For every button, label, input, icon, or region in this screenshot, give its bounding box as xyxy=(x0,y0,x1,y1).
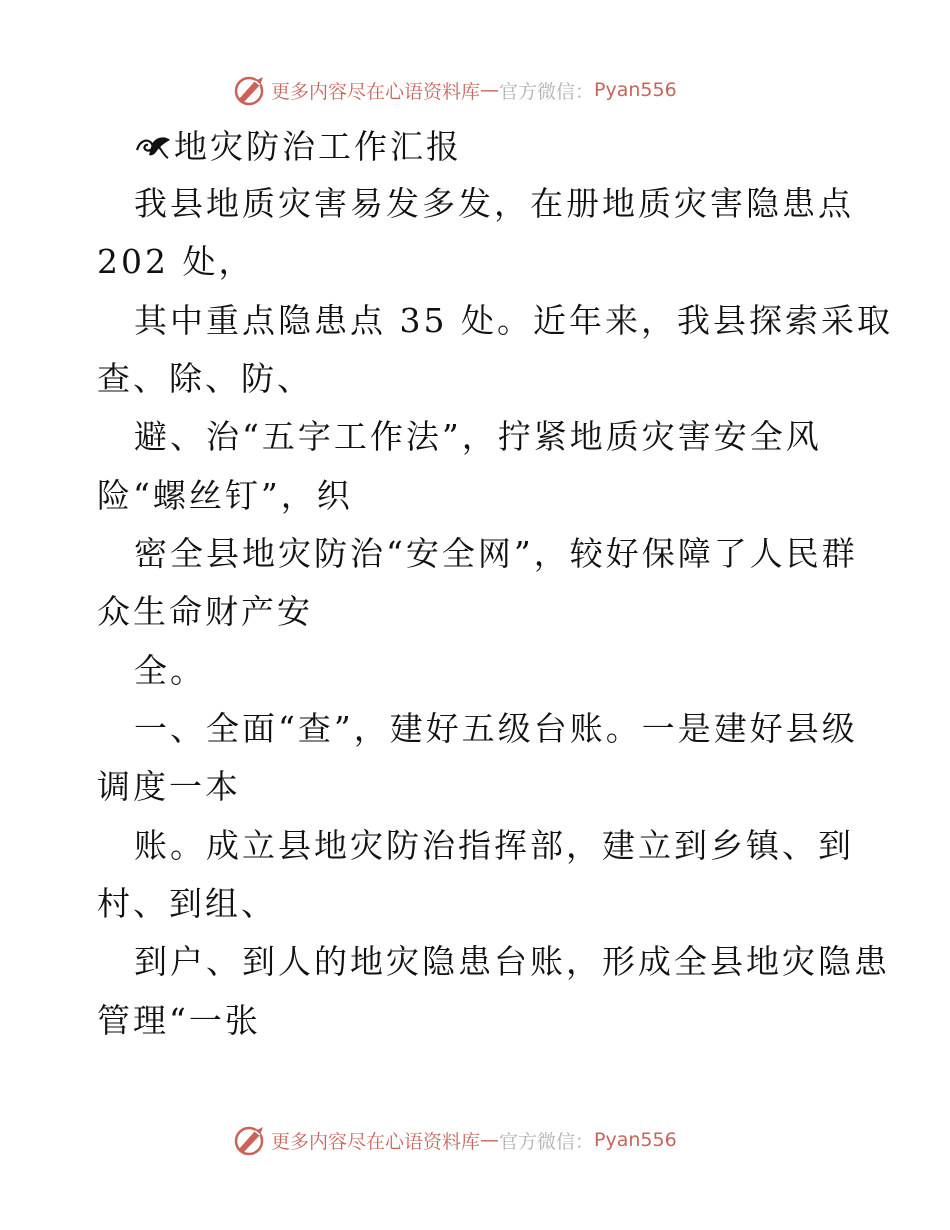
document-title-row xyxy=(134,127,462,167)
watermark-text: 更多内容尽在心语资料库 xyxy=(271,1130,481,1153)
body-line: 全。 xyxy=(134,651,206,690)
document-title: 地灾防治工作汇报 xyxy=(174,127,462,166)
watermark-wechat-id: Pyan556 xyxy=(594,1129,677,1151)
body-line: 一、全面“查”，建好五级台账。一是建好县级 xyxy=(134,709,858,748)
body-line: 村、到组、 xyxy=(97,884,277,923)
body-line: 其中重点隐患点 35 处。近年来，我县探索采取 xyxy=(134,301,893,340)
watermark-wechat-label: 官方微信： xyxy=(499,1130,595,1153)
footer-watermark xyxy=(233,1123,677,1157)
body-line: 调度一本 xyxy=(97,767,241,806)
watermark-dash: — xyxy=(480,79,500,101)
body-line: 到户、到人的地灾隐患台账，形成全县地灾隐患 xyxy=(134,942,890,981)
pen-nib-logo-icon xyxy=(233,1123,269,1157)
body-line: 账。成立县地灾防治指挥部，建立到乡镇、到 xyxy=(134,826,854,865)
body-line: 众生命财产安 xyxy=(97,592,313,631)
watermark-dash: — xyxy=(480,1129,500,1151)
body-line: 险“螺丝钉”，织 xyxy=(97,476,353,515)
body-line: 查、除、防、 xyxy=(97,359,313,398)
watermark-text: 更多内容尽在心语资料库 xyxy=(271,80,481,103)
watermark-wechat-id: Pyan556 xyxy=(594,79,677,101)
watermark-wechat-label: 官方微信： xyxy=(499,80,595,103)
body-line: 密全县地灾防治“安全网”，较好保障了人民群 xyxy=(134,534,858,573)
body-line: 202 处， xyxy=(97,242,255,281)
body-line: 我县地质灾害易发多发，在册地质灾害隐患点 xyxy=(134,184,854,223)
leaf-ornament-icon xyxy=(134,132,174,162)
body-line: 避、治“五字工作法”，拧紧地质灾害安全风 xyxy=(134,417,822,456)
pen-nib-logo-icon xyxy=(233,73,269,107)
body-line: 管理“一张 xyxy=(97,1001,261,1040)
header-watermark xyxy=(233,73,677,107)
